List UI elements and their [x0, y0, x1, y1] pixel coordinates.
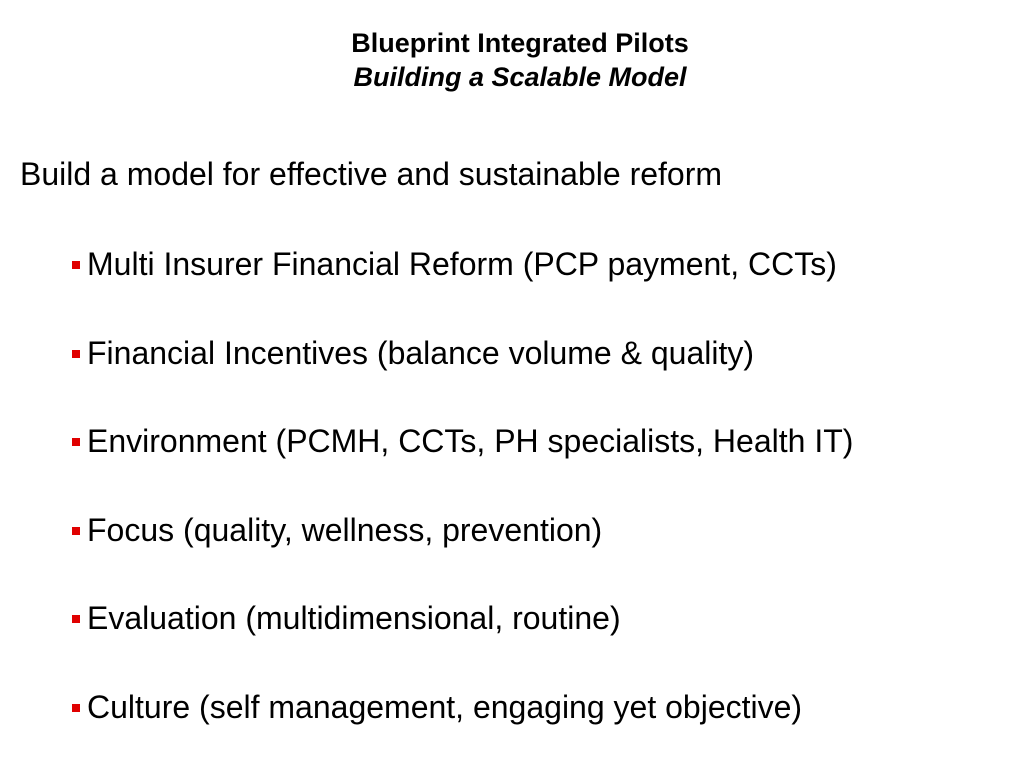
bullet-item — [72, 687, 853, 775]
square-bullet-icon — [72, 438, 80, 446]
square-bullet-icon — [72, 350, 80, 358]
bullet-item — [72, 333, 853, 422]
slide-title: Blueprint Integrated Pilots — [0, 26, 1024, 60]
bullet-text: Environment (PCMH, CCTs, PH specialists, Health IT) — [87, 421, 853, 461]
slide-subtitle: Building a Scalable Model — [0, 60, 1024, 94]
lead-statement: Build a model for effective and sustainable reform — [20, 154, 722, 194]
bullet-item — [72, 421, 853, 510]
square-bullet-icon — [72, 704, 80, 712]
square-bullet-icon — [72, 615, 80, 623]
square-bullet-icon — [72, 527, 80, 535]
bullet-item — [72, 244, 853, 333]
bullet-text: Multi Insurer Financial Reform (PCP payment, CCTs) — [87, 244, 837, 284]
bullet-text: Focus (quality, wellness, prevention) — [87, 510, 602, 550]
square-bullet-icon — [72, 261, 80, 269]
bullet-text: Evaluation (multidimensional, routine) — [87, 598, 621, 638]
bullet-list — [72, 244, 853, 775]
slide-title-block — [0, 26, 1024, 94]
bullet-text: Financial Incentives (balance volume & quality) — [87, 333, 754, 373]
bullet-text: Culture (self management, engaging yet objective) — [87, 687, 802, 727]
bullet-item — [72, 510, 853, 599]
bullet-item — [72, 598, 853, 687]
